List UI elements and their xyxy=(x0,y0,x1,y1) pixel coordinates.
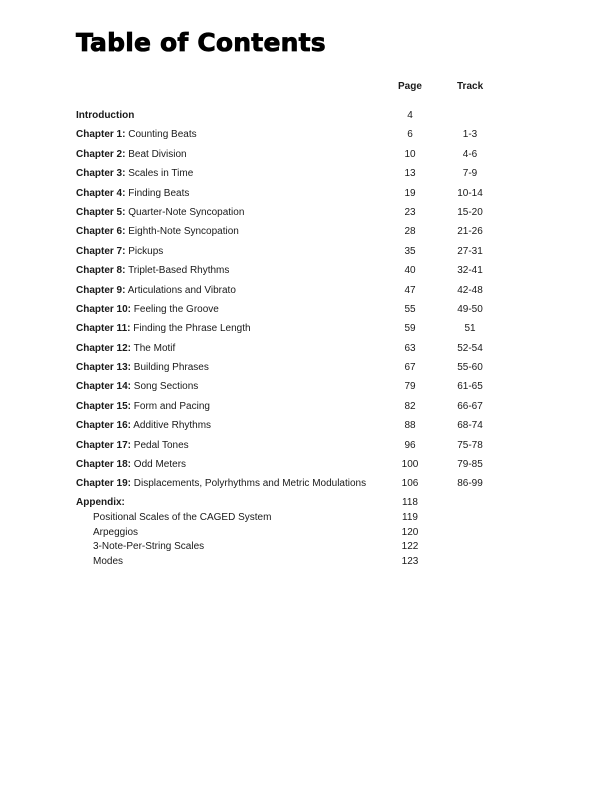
chapter-number-label: Chapter 3: xyxy=(76,168,126,180)
chapter-number-label: Chapter 13: xyxy=(76,362,132,374)
toc-entry-track: 55-60 xyxy=(457,362,483,374)
toc-entry-title xyxy=(76,145,187,164)
appendix-page: 118 xyxy=(402,497,418,508)
toc-entry-track: 51 xyxy=(464,323,476,335)
chapter-title: Articulations and Vibrato xyxy=(127,284,236,296)
toc-entry-track: 32-41 xyxy=(457,265,483,277)
appendix-item-page: 123 xyxy=(401,556,419,568)
toc-entry-track: 27-31 xyxy=(457,245,483,257)
appendix-item-row xyxy=(76,511,536,526)
toc-row-chapter xyxy=(76,358,536,377)
toc-entry-title xyxy=(76,455,186,474)
chapter-number-label: Chapter 9: xyxy=(76,284,126,296)
toc-entry-track: 49-50 xyxy=(457,303,483,315)
toc-entry-page: 6 xyxy=(407,129,413,141)
chapter-title: Triplet-Based Rhythms xyxy=(128,265,230,277)
chapter-title: Pickups xyxy=(128,245,164,257)
toc-row-chapter xyxy=(76,300,536,319)
toc-entry-track: 86-99 xyxy=(457,478,483,490)
page-title: Table of Contents xyxy=(76,28,326,57)
appendix-item-row xyxy=(76,526,536,541)
toc-entry-track: 1-3 xyxy=(462,129,478,141)
toc-entry-page: 100 xyxy=(401,459,419,471)
chapter-title: Odd Meters xyxy=(133,459,187,471)
chapter-title: Finding the Phrase Length xyxy=(133,323,251,335)
toc-row-chapter xyxy=(76,416,536,435)
toc-row-chapter xyxy=(76,125,536,144)
toc-entry-track: 75-78 xyxy=(457,439,483,451)
toc-row-chapter xyxy=(76,436,536,455)
chapter-title: Additive Rhythms xyxy=(133,420,212,432)
toc-entry-page: 82 xyxy=(404,400,416,412)
toc-row-chapter xyxy=(76,261,536,280)
chapter-title: Song Sections xyxy=(133,381,199,393)
appendix-item-page: 119 xyxy=(402,511,418,523)
toc-row-chapter xyxy=(76,319,536,338)
toc-entry-track: 79-85 xyxy=(457,459,483,471)
toc-entry-track: 4-6 xyxy=(462,148,478,160)
toc-entry-title xyxy=(76,125,197,144)
toc-entry-title xyxy=(76,203,244,222)
toc-entry-page: 28 xyxy=(404,226,416,238)
toc-entry-page: 88 xyxy=(404,420,416,432)
toc-entry-page: 10 xyxy=(404,148,416,160)
toc-entry-page: 59 xyxy=(404,323,416,335)
toc-entry-page: 13 xyxy=(404,168,416,180)
appendix-item-row xyxy=(76,555,536,570)
toc-entry-title xyxy=(76,242,163,261)
track-column-header: Track xyxy=(457,81,484,92)
toc-entry-page: 23 xyxy=(404,206,416,218)
chapter-number-label: Chapter 1: xyxy=(76,129,126,141)
chapter-number-label: Chapter 7: xyxy=(76,245,126,257)
toc-entry-track: 42-48 xyxy=(457,284,483,296)
toc-entry-page: 106 xyxy=(401,478,419,490)
chapter-title: Feeling the Groove xyxy=(133,303,219,315)
chapter-title: The Motif xyxy=(133,342,176,354)
appendix-item-title: Modes xyxy=(93,556,124,568)
toc-row-chapter xyxy=(76,474,536,493)
toc-entry-title xyxy=(76,358,209,377)
chapter-number-label: Chapter 6: xyxy=(76,226,126,238)
toc-row-introduction xyxy=(76,106,536,125)
toc-entry-title xyxy=(76,436,189,455)
chapter-title: Pedal Tones xyxy=(133,439,189,451)
chapter-number-label: Chapter 10: xyxy=(76,303,132,315)
toc-entry-page: 63 xyxy=(404,342,416,354)
toc-row-chapter xyxy=(76,164,536,183)
appendix-section xyxy=(76,496,536,570)
toc-entry-track: 52-54 xyxy=(457,342,483,354)
toc-entry-title xyxy=(76,397,210,416)
appendix-item-page: 120 xyxy=(401,526,419,538)
toc-entry-track: 68-74 xyxy=(457,420,483,432)
chapter-number-label: Chapter 16: xyxy=(76,420,132,432)
toc-entry-title xyxy=(76,164,193,183)
chapter-number-label: Chapter 17: xyxy=(76,439,132,451)
chapter-title: Scales in Time xyxy=(128,168,194,180)
toc-entry-title: Introduction xyxy=(76,110,135,121)
toc-entry-title xyxy=(76,300,219,319)
chapter-title: Form and Pacing xyxy=(133,400,210,412)
chapter-title: Finding Beats xyxy=(128,187,190,199)
toc-entry-title xyxy=(76,474,366,493)
chapter-title: Eighth-Note Syncopation xyxy=(128,226,239,238)
appendix-item-title: Positional Scales of the CAGED System xyxy=(93,511,272,523)
chapter-number-label: Chapter 19: xyxy=(76,478,132,490)
chapter-number-label: Chapter 15: xyxy=(76,400,132,412)
toc-entry-page: 67 xyxy=(404,362,416,374)
toc-entry-page: 35 xyxy=(404,245,416,257)
toc-row-chapter xyxy=(76,455,536,474)
toc-entry-title xyxy=(76,184,189,203)
toc-entry-page: 19 xyxy=(404,187,416,199)
toc-row-chapter xyxy=(76,184,536,203)
toc-row-chapter xyxy=(76,222,536,241)
chapter-title: Counting Beats xyxy=(128,129,197,141)
chapter-title: Quarter-Note Syncopation xyxy=(128,206,245,218)
appendix-heading-row xyxy=(76,496,536,511)
chapter-number-label: Chapter 11: xyxy=(76,323,131,335)
toc-entry-track: 7-9 xyxy=(462,168,478,180)
page-column-header: Page xyxy=(398,81,422,92)
toc-entry-track: 10-14 xyxy=(457,187,483,199)
toc-entry-page: 47 xyxy=(404,284,416,296)
toc-entry-track: 61-65 xyxy=(457,381,483,393)
chapter-number-label: Chapter 18: xyxy=(76,459,132,471)
toc-list xyxy=(76,106,536,494)
toc-row-chapter xyxy=(76,145,536,164)
chapter-title: Displacements, Polyrhythms and Metric Modulations xyxy=(133,478,367,490)
toc-entry-title xyxy=(76,222,239,241)
toc-row-chapter xyxy=(76,242,536,261)
toc-row-chapter xyxy=(76,203,536,222)
toc-row-chapter xyxy=(76,377,536,396)
toc-entry-track: 66-67 xyxy=(457,400,483,412)
toc-entry-page: 40 xyxy=(404,265,416,277)
appendix-item-page: 122 xyxy=(401,541,419,553)
toc-entry-title xyxy=(76,319,251,338)
toc-row-chapter xyxy=(76,339,536,358)
toc-row-chapter xyxy=(76,281,536,300)
chapter-number-label: Chapter 2: xyxy=(76,148,126,160)
chapter-title: Building Phrases xyxy=(133,362,209,374)
chapter-title: Beat Division xyxy=(128,148,187,160)
appendix-item-title: Arpeggios xyxy=(93,526,139,538)
chapter-number-label: Chapter 8: xyxy=(76,265,126,277)
chapter-number-label: Chapter 4: xyxy=(76,187,126,199)
toc-entry-page: 96 xyxy=(404,439,416,451)
toc-entry-track: 15-20 xyxy=(457,206,483,218)
toc-entry-title xyxy=(76,377,198,396)
appendix-item-title: 3-Note-Per-String Scales xyxy=(93,541,205,553)
appendix-item-row xyxy=(76,540,536,555)
chapter-number-label: Chapter 5: xyxy=(76,206,126,218)
appendix-label: Appendix: xyxy=(76,497,125,508)
toc-entry-title xyxy=(76,339,175,358)
toc-entry-title xyxy=(76,281,236,300)
toc-entry-page: 79 xyxy=(404,381,416,393)
toc-entry-track: 21-26 xyxy=(457,226,483,238)
chapter-number-label: Chapter 14: xyxy=(76,381,132,393)
toc-entry-title xyxy=(76,416,211,435)
toc-row-chapter xyxy=(76,397,536,416)
toc-entry-title xyxy=(76,261,229,280)
chapter-number-label: Chapter 12: xyxy=(76,342,132,354)
toc-entry-page: 55 xyxy=(404,303,416,315)
toc-entry-page: 4 xyxy=(407,110,413,121)
